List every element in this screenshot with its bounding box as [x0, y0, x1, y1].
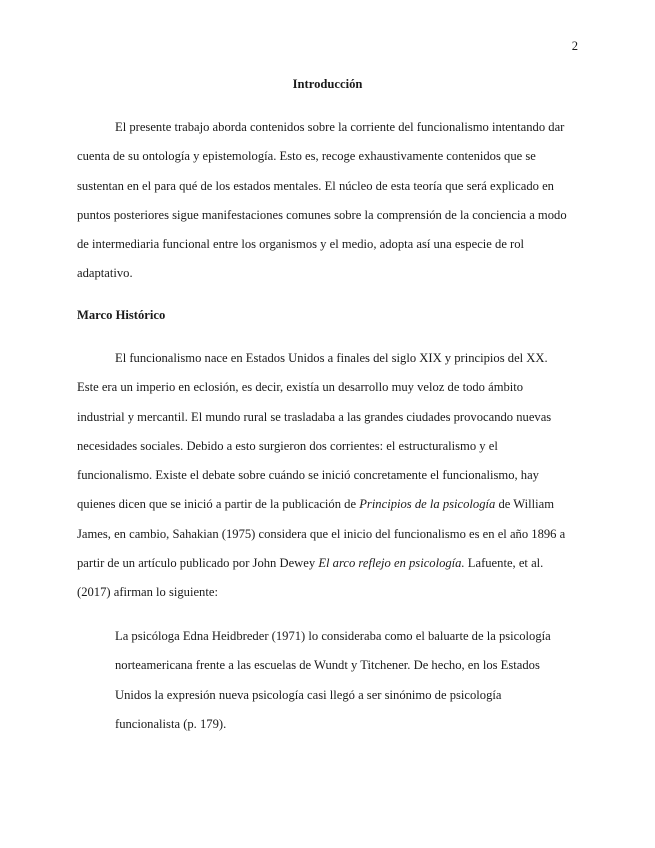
- line-text: de William: [495, 497, 555, 512]
- paragraph-line: funcionalismo. Existe el debate sobre cuándo se inició concretamente el funcionalismo, hay: [77, 468, 539, 483]
- line-text: partir de un artículo publicado por John Dewey: [77, 556, 319, 571]
- paragraph-line: puntos posteriores sigue manifestaciones comunes sobre la comprensión de la conciencia a modo: [77, 207, 567, 222]
- paragraph-line: [77, 490, 582, 519]
- section-title-introduccion: Introducción: [292, 77, 363, 91]
- paragraph-line: El presente trabajo aborda contenidos sobre la corriente del funcionalismo intentando dar: [115, 120, 565, 134]
- paragraph-line: El funcionalismo nace en Estados Unidos a finales del siglo XIX y principios del XX.: [115, 351, 548, 365]
- section-heading-marco-historico: Marco Histórico: [77, 308, 166, 322]
- block-quote: [115, 622, 570, 739]
- paragraph-line: (2017) afirman lo siguiente:: [77, 585, 218, 600]
- quote-line: funcionalista (p. 179).: [115, 716, 227, 731]
- paragraph-line: adaptativo.: [77, 266, 133, 281]
- quote-line: La psicóloga Edna Heidbreder (1971) lo consideraba como el baluarte de la psicología: [115, 629, 551, 643]
- paragraph-line: [77, 549, 582, 578]
- paragraph-line: necesidades sociales. Debido a esto surgieron dos corrientes: el estructuralismo y el: [77, 438, 498, 453]
- paragraph-line: James, en cambio, Sahakian (1975) considera que el inicio del funcionalismo es en el año 1896 a: [77, 526, 566, 541]
- quote-line: Unidos la expresión nueva psicología casi llegó a ser sinónimo de psicología: [115, 687, 502, 702]
- book-title-italic: Principios de la psicología: [359, 497, 496, 512]
- paragraph-line: cuenta de su ontología y epistemología. Esto es, recoge exhaustivamente contenidos que se: [77, 149, 536, 164]
- introduction-paragraph: [77, 113, 582, 289]
- paragraph-line: Este era un imperio en eclosión, es decir, existía un desarrollo muy veloz de todo ámbito: [77, 380, 524, 395]
- marco-historico-paragraph: [77, 344, 582, 608]
- paragraph-line: industrial y mercantil. El mundo rural se trasladaba a las grandes ciudades provocando nuevas: [77, 409, 552, 424]
- line-text: quienes dicen que se inició a partir de la publicación de: [77, 497, 360, 512]
- quote-line: norteamericana frente a las escuelas de Wundt y Titchener. De hecho, en los Estados: [115, 658, 540, 673]
- paragraph-line: sustentan en el para qué de los estados mentales. El núcleo de esta teoría que será explicado en: [77, 178, 554, 193]
- line-text: Lafuente, et al.: [464, 556, 544, 571]
- page-number: 2: [571, 39, 578, 53]
- article-title-italic: El arco reflejo en psicología.: [318, 556, 465, 571]
- paragraph-line: de intermediaria funcional entre los organismos y el medio, adopta así una especie de rol: [77, 237, 525, 252]
